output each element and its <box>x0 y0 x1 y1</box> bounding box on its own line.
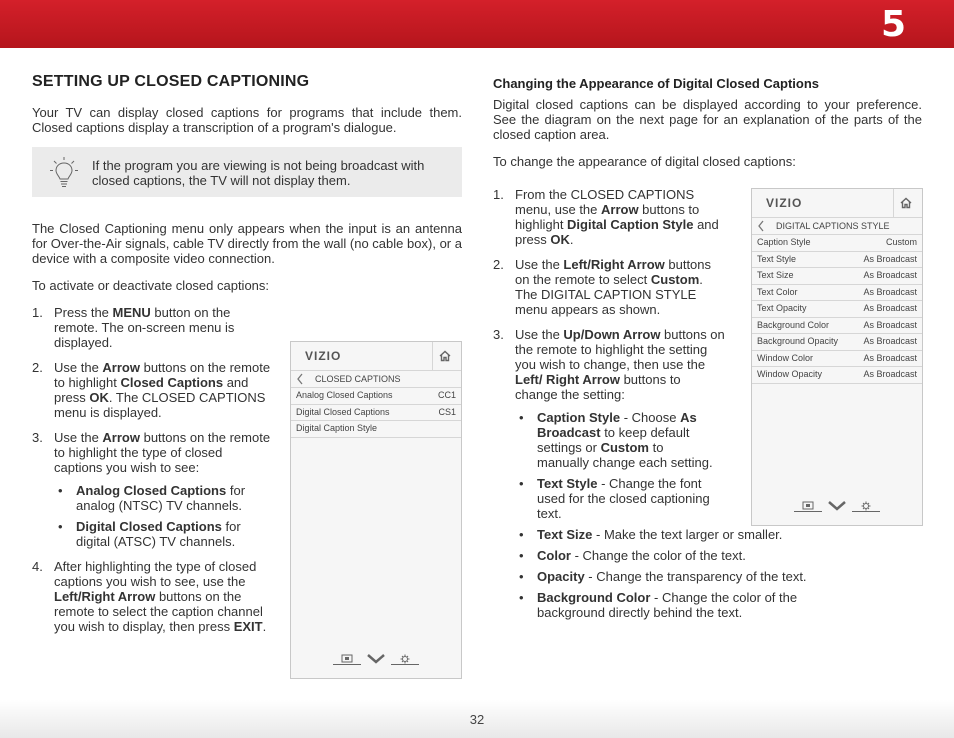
digital-captions-style-menu-screenshot <box>751 188 923 526</box>
subsection-heading: Changing the Appearance of Digital Closed Captions <box>493 76 819 91</box>
menu-availability-paragraph: The Closed Captioning menu only appears when the input is an antenna for Over-the-Air signals, cable TV directly from the wall (no cable box), or a device with a composite video connection. <box>32 221 462 266</box>
chevron-down-icon <box>367 654 385 664</box>
menu-row-digital-caption-style: Digital Caption Style <box>291 421 461 438</box>
note-text: If the program you are viewing is not being broadcast with closed captions, the TV will not display them. <box>92 158 425 188</box>
vizio-logo: VIZIO <box>305 349 342 363</box>
lightbulb-icon <box>50 156 78 193</box>
list-item: • Background Color - Change the color of the background directly behind the text. <box>515 590 837 620</box>
back-icon <box>757 220 765 232</box>
list-item: 2. Use the Arrow buttons on the remote to highlight Closed Captions and press OK. The CLOSED CAPTIONS menu is displayed. <box>32 360 271 420</box>
back-icon <box>296 373 304 385</box>
page-number: 32 <box>469 712 485 727</box>
list-item: 3. Use the Arrow buttons on the remote to highlight the type of closed captions you wish to see: • Analog Closed Captions for analog (NTSC) TV channels. • Digital Closed Captions for digital (ATSC) TV channels. <box>32 430 272 549</box>
list-item: • Color - Change the color of the text. <box>515 548 922 563</box>
list-item: • Opacity - Change the transparency of the text. <box>515 569 922 584</box>
list-item: • Text Style - Change the font used for the closed captioning text. <box>515 476 717 521</box>
submenu-title: CLOSED CAPTIONS <box>315 374 401 384</box>
gear-icon <box>852 501 880 512</box>
menu-row-text-style: Text Style As Broadcast <box>752 252 922 269</box>
section-title: SETTING UP CLOSED CAPTIONING <box>32 73 310 90</box>
wide-icon <box>794 501 822 512</box>
list-item: 2. Use the Left/Right Arrow buttons on the remote to select Custom. The DIGITAL CAPTION STYLE menu appears as shown. <box>493 257 712 317</box>
appearance-paragraph: Digital closed captions can be displayed according to your preference. See the diagram on the next page for an explanation of the parts of the closed caption area. <box>493 97 922 142</box>
menu-row-analog-closed-captions: Analog Closed Captions CC1 <box>291 388 461 405</box>
closed-captions-menu-screenshot <box>290 341 462 679</box>
note-box <box>32 147 462 197</box>
menu-row-background-opacity: Background Opacity As Broadcast <box>752 334 922 351</box>
change-instructions: To change the appearance of digital closed captions: <box>493 154 796 169</box>
chevron-down-icon <box>828 501 846 511</box>
list-item: 4. After highlighting the type of closed captions you wish to see, use the Left/Right Arrow buttons on the remote to select the caption channel you wish to display, then press EXIT. <box>32 559 267 634</box>
list-item: • Caption Style - Choose As Broadcast to keep default settings or Custom to manually change each setting. <box>515 410 717 470</box>
intro-paragraph: Your TV can display closed captions for programs that include them. Closed captions display a transcription of a program's dialogue. <box>32 105 462 135</box>
menu-row-text-size: Text Size As Broadcast <box>752 268 922 285</box>
gear-icon <box>391 654 419 665</box>
menu-toolbar <box>752 501 922 515</box>
menu-row-window-opacity: Window Opacity As Broadcast <box>752 367 922 384</box>
home-icon <box>437 348 453 364</box>
menu-row-digital-closed-captions: Digital Closed Captions CS1 <box>291 405 461 422</box>
activate-steps-list <box>32 305 272 634</box>
vizio-logo: VIZIO <box>766 196 803 210</box>
menu-row-caption-style: Caption Style Custom <box>752 235 922 252</box>
menu-row-text-color: Text Color As Broadcast <box>752 285 922 302</box>
submenu-title: DIGITAL CAPTIONS STYLE <box>776 221 890 231</box>
list-item: • Text Size - Make the text larger or smaller. <box>515 527 922 542</box>
menu-toolbar <box>291 654 461 668</box>
activate-instructions: To activate or deactivate closed captions: <box>32 278 270 293</box>
menu-row-text-opacity: Text Opacity As Broadcast <box>752 301 922 318</box>
list-item: • Analog Closed Captions for analog (NTSC) TV channels. <box>54 483 272 513</box>
chapter-number: 5 <box>880 4 906 45</box>
wide-icon <box>333 654 361 665</box>
list-item: 3. Use the Up/Down Arrow buttons on the remote to highlight the setting you wish to change, then use the Left/ Right Arrow buttons to change the setting: • Caption Style - Choose As Broadcast to keep default settings or Custom to manually change each setting. • Text Style - Change the font used for the closed captioning text. • Text Size - Make the text larger or smaller. • Color - Change the color of the text. • Opacity - Change the transparency of the text. • Background Color - Change the color of the background directly behind the text. <box>493 327 922 620</box>
menu-row-window-color: Window Color As Broadcast <box>752 351 922 368</box>
home-icon <box>898 195 914 211</box>
list-item: 1. From the CLOSED CAPTIONS menu, use the Arrow buttons to highlight Digital Caption Style and press OK. <box>493 187 719 247</box>
chapter-header-bar <box>0 0 954 48</box>
caption-type-list <box>54 483 272 549</box>
list-item: • Digital Closed Captions for digital (ATSC) TV channels. <box>54 519 272 549</box>
menu-row-background-color: Background Color As Broadcast <box>752 318 922 335</box>
list-item: 1. Press the MENU button on the remote. The on-screen menu is displayed. <box>32 305 235 350</box>
